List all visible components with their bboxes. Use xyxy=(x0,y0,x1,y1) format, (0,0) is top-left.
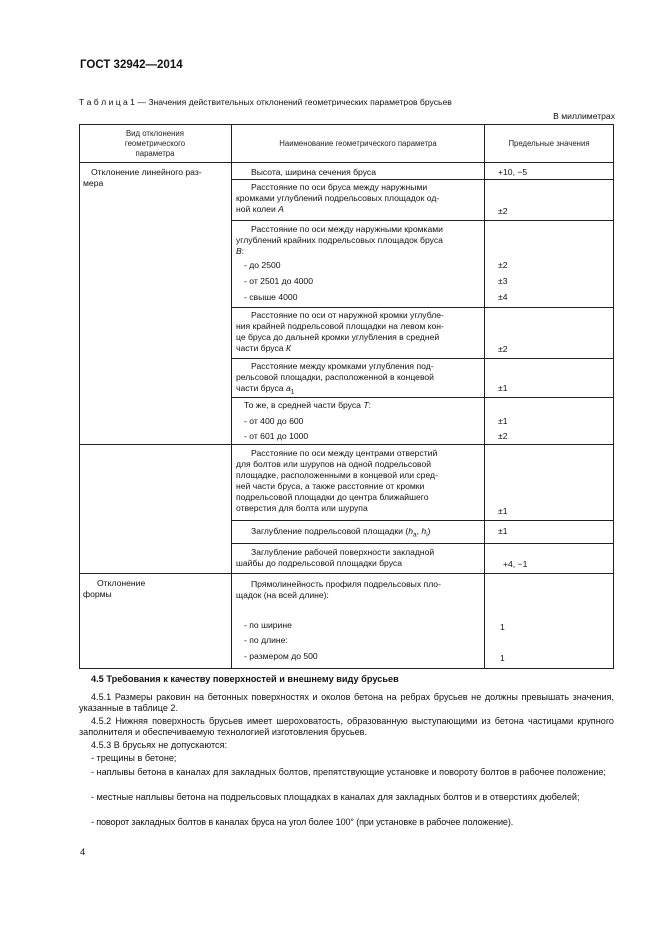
param-k-line: части бруса К xyxy=(236,343,292,353)
table-border-top xyxy=(79,124,614,125)
param-a-line: Расстояние по оси бруса между наружными xyxy=(251,182,428,192)
row-divider xyxy=(231,220,614,221)
param-a1-line: Расстояние между кромками углубления под- xyxy=(251,361,434,371)
list-item: - трещины в бетоне; xyxy=(91,753,177,763)
param-straightness-sub: - по длине: xyxy=(244,635,288,645)
value-a: ±2 xyxy=(498,206,508,216)
deviation-table xyxy=(79,124,614,669)
param-washer-line: шайбы до подрельсовой площадки бруса xyxy=(236,558,403,568)
param-washer-line: Заглубление рабочей поверхности закладной xyxy=(251,547,435,557)
param-b-sub: - от 2501 до 4000 xyxy=(244,276,313,286)
header-deviation-type: Вид отклонения геометрического параметра xyxy=(124,129,186,158)
value-recess: ±1 xyxy=(498,526,508,536)
value-b-sub: ±3 xyxy=(498,276,508,286)
param-straightness-sub: - по ширине xyxy=(244,620,292,630)
header-divider xyxy=(79,162,614,163)
group-label-form-cont: формы xyxy=(83,589,112,599)
param-holes-line: отверстия для болта или шурупа xyxy=(236,503,368,513)
param-holes-line: для болтов или шурупов на одной подрельсовой xyxy=(236,459,432,469)
list-item: - местные наплывы бетона на подрельсовых площадках в каналах для закладных болтов и в отверстиях дюбелей; xyxy=(91,792,580,802)
table-border-left xyxy=(79,124,80,669)
row-divider xyxy=(231,543,614,544)
group-divider-1 xyxy=(79,444,232,445)
group-label-form: Отклонение xyxy=(97,578,146,588)
row-divider xyxy=(231,358,614,359)
table-units: В миллиметрах xyxy=(553,111,615,121)
group-label-linear-cont: мера xyxy=(83,178,104,188)
value-height-width: +10, −5 xyxy=(498,167,528,177)
page-number: 4 xyxy=(80,847,86,858)
group-divider-2 xyxy=(79,573,614,574)
param-t-sub: - от 601 до 1000 xyxy=(244,431,309,441)
value-straightness-sub: 1 xyxy=(500,653,505,663)
param-b-line: углублений крайних подрельсовых площадок бруса xyxy=(236,235,443,245)
value-t-sub: ±2 xyxy=(498,431,508,441)
param-k-line: Расстояние по оси от наружной кромки углубле- xyxy=(251,310,444,320)
param-holes-line: подрельсовой площадки до центра ближайшего xyxy=(236,492,429,502)
row-divider xyxy=(231,307,614,308)
param-a1-line: рельсовой площадки, расположенной в концевой xyxy=(236,372,434,382)
header-parameter-name: Наименование геометрического параметра xyxy=(279,139,437,148)
value-holes: ±1 xyxy=(498,506,508,516)
param-holes-line: Расстояние по оси между центрами отверстий xyxy=(251,448,438,458)
param-a-line: кромками углублений подрельсовых площадок од- xyxy=(236,193,440,203)
param-t-sub: - от 400 до 600 xyxy=(244,416,304,426)
list-item: - поворот закладных болтов в каналах бруса на угол более 100° (при установке в рабочее положение). xyxy=(91,817,514,827)
param-k-line: ния крайней подрельсовой площадки на левом кон- xyxy=(236,321,444,331)
paragraph-4-5-1: 4.5.1 Размеры раковин на бетонных поверхностях и околов бетона на ребрах брусьев не должны превышать значения, указанные в таблице 2. xyxy=(79,692,614,714)
param-a1-line: части бруса $а_1$ xyxy=(236,383,295,396)
param-b-line: В: xyxy=(236,246,245,256)
param-b-sub: - свыше 4000 xyxy=(244,292,298,302)
param-height-width: Высота, ширина сечения бруса xyxy=(251,167,376,177)
paragraph-4-5-3: 4.5.3 В брусьях не допускаются: xyxy=(91,740,228,750)
value-t-sub: ±1 xyxy=(498,416,508,426)
paragraph-4-5-2: 4.5.2 Нижняя поверхность брусьев имеет шероховатость, образованную выступающими из бетона частицами крупного заполнителя и обеспечиваемую технологией изготовления брусьев. xyxy=(79,716,614,738)
param-holes-line: площадке, расположенными в концевой или сред- xyxy=(236,470,438,480)
value-b-sub: ±4 xyxy=(498,292,508,302)
value-k: ±2 xyxy=(498,344,508,354)
param-straightness-line: Прямолинейность профиля подрельсовых пло- xyxy=(251,579,441,589)
value-washer: +4, −1 xyxy=(503,559,528,569)
table-border-bottom xyxy=(79,668,614,669)
group-label-linear: Отклонение линейного раз- xyxy=(91,167,202,177)
list-item: - наплывы бетона в каналах для закладных болтов, препятствующие установке и повороту болтов в рабочее положение; xyxy=(91,767,606,777)
value-straightness-sub: 1 xyxy=(500,622,505,632)
param-t-line: То же, в средней части бруса Т: xyxy=(244,400,371,410)
param-recess: Заглубление подрельсовой площадки ($h_a$, $h_i$) xyxy=(251,526,431,539)
row-divider xyxy=(231,179,614,180)
param-holes-line: ней части бруса, а также расстояние от кромки xyxy=(236,481,425,491)
value-b-sub: ±2 xyxy=(498,260,508,270)
document-code: ГОСТ 32942—2014 xyxy=(80,59,183,71)
header-limit-values: Предельные значения xyxy=(508,139,590,148)
value-a1: ±1 xyxy=(498,383,508,393)
section-title: 4.5 Требования к качеству поверхностей и внешнему виду брусьев xyxy=(91,674,399,684)
param-a-line: ной колеи А xyxy=(236,204,284,214)
param-b-line: Расстояние по оси между наружными кромками xyxy=(251,224,443,234)
param-straightness-sub: - размером до 500 xyxy=(244,651,318,661)
table-caption: Т а б л и ц а 1 — Значения действительных отклонений геометрических параметров брусьев xyxy=(79,97,452,107)
row-divider xyxy=(231,520,614,521)
param-straightness-line: щадок (на всей длине): xyxy=(236,590,329,600)
row-divider xyxy=(231,444,614,445)
param-k-line: це бруса до дальней кромки углубления в средней xyxy=(236,332,440,342)
param-b-sub: - до 2500 xyxy=(244,260,281,270)
